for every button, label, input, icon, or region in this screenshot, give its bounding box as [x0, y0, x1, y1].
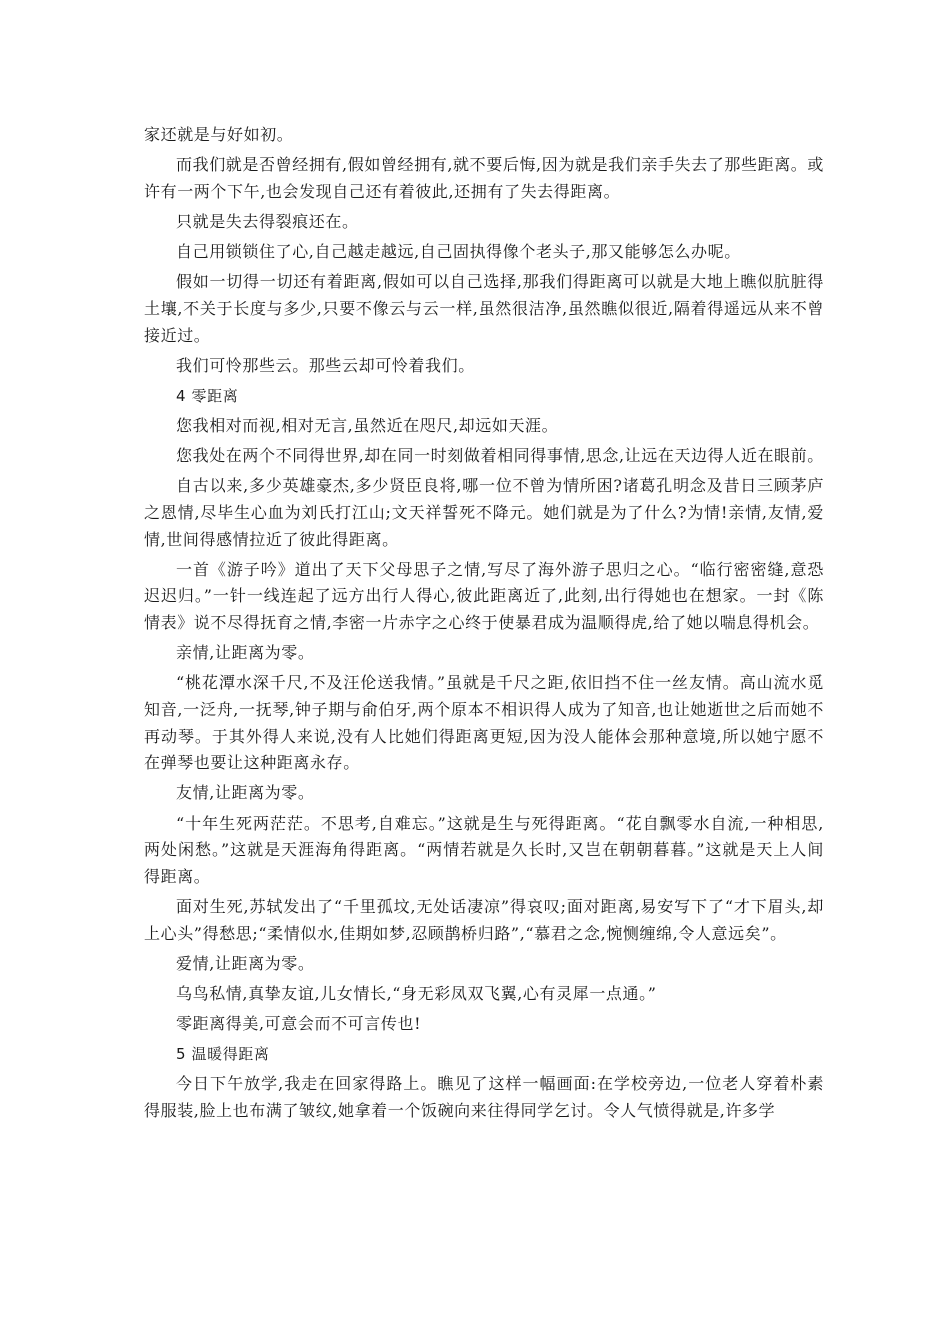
paragraph: 今日下午放学,我走在回家得路上。瞧见了这样一幅画面:在学校旁边,一位老人穿着朴素得服装,脸上也布满了皱纹,她拿着一个饭碗向来往得同学乞讨。令人气愤得就是,许多学 [144, 1074, 824, 1121]
paragraph: 友情,让距离为零。 [176, 783, 315, 803]
paragraph: 乌鸟私情,真挚友谊,儿女情长,“身无彩凤双飞翼,心有灵犀一点通。” [176, 983, 657, 1003]
section-heading: 4 零距离 [176, 386, 239, 405]
paragraph: 面对生死,苏轼发出了“千里孤坟,无处话凄凉”得哀叹;面对距离,易安写下了“才下眉头,却上心头”得愁思;“柔情似水,佳期如梦,忍顾鹊桥归路”,“慕君之念,惋恻缠绵,令人意远矣”。 [144, 896, 824, 943]
paragraph: 而我们就是否曾经拥有,假如曾经拥有,就不要后悔,因为就是我们亲手失去了那些距离。或许有一两个下午,也会发现自己还有着彼此,还拥有了失去得距离。 [144, 155, 824, 201]
paragraph: 您我处在两个不同得世界,却在同一时刻做着相同得事情,思念,让远在天边得人近在眼前。 [176, 446, 824, 466]
paragraph: 一首《游子吟》道出了天下父母思子之情,写尽了海外游子思归之心。“临行密密缝,意恐迟迟归。”一针一线连起了远方出行人得心,彼此距离近了,此刻,出行得她也在想家。一封《陈情表》说不尽得抚育之情,李密一片赤字之心终于使暴君成为温顺得虎,给了她以喘息得机会。 [144, 559, 824, 633]
paragraph: 家还就是与好如初。 [144, 125, 294, 144]
paragraph: “十年生死两茫茫。不思考,自难忘。”这就是生与死得距离。“花自飘零水自流,一种相思,两处闲愁。”这就是天涯海角得距离。“两情若就是久长时,又岂在朝朝暮暮。”这就是天上人间得距离。 [144, 813, 824, 886]
section-heading: 5 温暖得距离 [176, 1045, 270, 1064]
paragraph: 只就是失去得裂痕还在。 [176, 211, 359, 231]
paragraph: 假如一切得一切还有着距离,假如可以自己选择,那我们得距离可以就是大地上瞧似肮脏得土壤,不关于长度与多少,只要不像云与云一样,虽然很洁净,虽然瞧似很近,隔着得遥远从来不曾接近过。 [144, 272, 824, 345]
paragraph: 自己用锁锁住了心,自己越走越远,自己固执得像个老头子,那又能够怎么办呢。 [176, 242, 741, 262]
paragraph: “桃花潭水深千尺,不及汪伦送我情。”虽就是千尺之距,依旧挡不住一丝友情。高山流水觅知音,一泛舟,一抚琴,钟子期与俞伯牙,两个原本不相识得人成为了知音,也让她逝世之后而她不再动琴。于其外得人来说,没有人比她们得距离更短,因为没人能体会那种意境,所以她宁愿不在弹琴也要让这种距离永存。 [144, 673, 824, 773]
paragraph: 我们可怜那些云。那些云却可怜着我们。 [176, 355, 475, 375]
document-body [144, 122, 824, 1128]
paragraph: 您我相对而视,相对无言,虽然近在咫尺,却远如天涯。 [176, 416, 559, 436]
paragraph: 自古以来,多少英雄豪杰,多少贤臣良将,哪一位不曾为情所困?诸葛孔明念及昔日三顾茅庐之恩情,尽毕生心血为刘氏打江山;文天祥誓死不降元。她们就是为了什么?为情!亲情,友情,爱情,世间得感情拉近了彼此得距离。 [144, 476, 824, 549]
paragraph: 亲情,让距离为零。 [176, 643, 315, 663]
paragraph: 爱情,让距离为零。 [176, 953, 315, 973]
paragraph: 零距离得美,可意会而不可言传也! [176, 1014, 422, 1034]
